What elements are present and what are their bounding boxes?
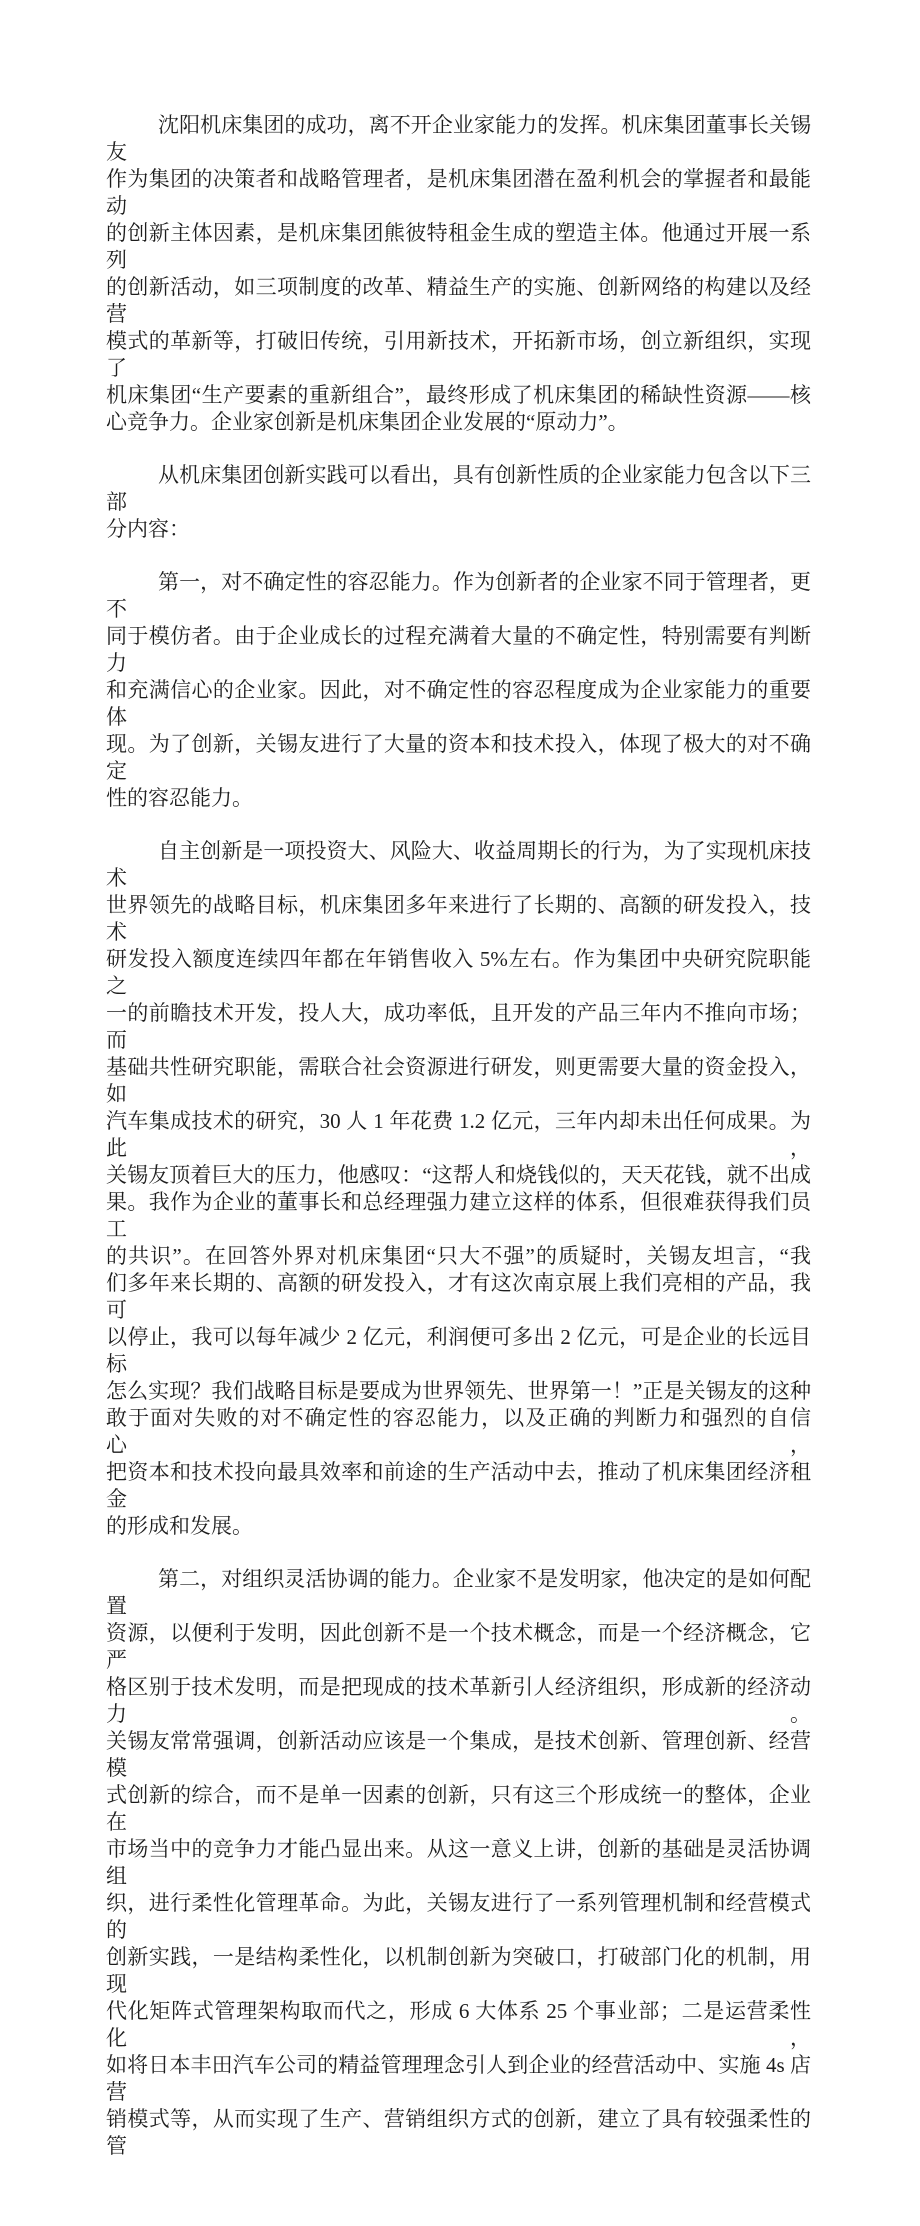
text-line: 自主创新是一项投资大、风险大、收益周期长的行为，为了实现机床技术	[106, 839, 811, 890]
text-line: 资源，以便利于发明，因此创新不是一个技术概念，而是一个经济概念，它严	[106, 1621, 811, 1672]
text-line: 同于模仿者。由于企业成长的过程充满着大量的不确定性，特别需要有判断力	[106, 624, 811, 675]
paragraph-3	[106, 569, 811, 812]
text-line: 从机床集团创新实践可以看出，具有创新性质的企业家能力包含以下三部	[106, 463, 811, 514]
text-line: 销模式等，从而实现了生产、营销组织方式的创新，建立了具有较强柔性的管	[106, 2107, 811, 2158]
text-line: 心竞争力。企业家创新是机床集团企业发展的“原动力”。	[106, 410, 629, 434]
text-line: 分内容：	[106, 517, 190, 541]
text-line: 把资本和技术投向最具效率和前途的生产活动中去，推动了机床集团经济租金	[106, 1460, 811, 1511]
text-line: 怎么实现？我们战略目标是要成为世界领先、世界第一！”正是关锡友的这种	[106, 1379, 811, 1403]
text-line: 汽车集成技术的研究，30 人 1 年花费 1.2 亿元，三年内却未出任何成果。为此，	[106, 1109, 811, 1160]
text-line: 代化矩阵式管理架构取而代之，形成 6 大体系 25 个事业部；二是运营柔性化，	[106, 1999, 811, 2050]
text-line: 第一，对不确定性的容忍能力。作为创新者的企业家不同于管理者，更不	[106, 570, 811, 621]
text-line: 基础共性研究职能，需联合社会资源进行研发，则更需要大量的资金投入，如	[106, 1055, 811, 1106]
text-line: 沈阳机床集团的成功，离不开企业家能力的发挥。机床集团董事长关锡友	[106, 113, 811, 164]
text-line: 的创新主体因素，是机床集团熊彼特租金生成的塑造主体。他通过开展一系列	[106, 221, 811, 272]
text-line: 和充满信心的企业家。因此，对不确定性的容忍程度成为企业家能力的重要体	[106, 678, 811, 729]
text-line: 创新实践，一是结构柔性化，以机制创新为突破口，打破部门化的机制，用现	[106, 1945, 811, 1996]
text-line: 现。为了创新，关锡友进行了大量的资本和技术投入，体现了极大的对不确定	[106, 732, 811, 783]
text-line: 式创新的综合，而不是单一因素的创新，只有这三个形成统一的整体，企业在	[106, 1783, 811, 1834]
paragraph-1	[106, 112, 811, 436]
text-line: 关锡友常常强调，创新活动应该是一个集成，是技术创新、管理创新、经营模	[106, 1729, 811, 1780]
text-line: 敢于面对失败的对不确定性的容忍能力，以及正确的判断力和强烈的自信心，	[106, 1406, 811, 1457]
text-line: 如将日本丰田汽车公司的精益管理理念引人到企业的经营活动中、实施 4s 店营	[106, 2053, 811, 2104]
text-line: 们多年来长期的、高额的研发投入，才有这次南京展上我们亮相的产品，我可	[106, 1271, 811, 1322]
text-line: 织，进行柔性化管理革命。为此，关锡友进行了一系列管理机制和经营模式的	[106, 1891, 811, 1942]
text-line: 一的前瞻技术开发，投人大，成功率低，且开发的产品三年内不推向市场；而	[106, 1001, 811, 1052]
text-line: 格区别于技术发明，而是把现成的技术革新引人经济组织，形成新的经济动力。	[106, 1675, 811, 1726]
text-line: 的形成和发展。	[106, 1514, 253, 1538]
paragraph-5	[106, 1566, 811, 2160]
paragraph-2	[106, 462, 811, 543]
text-line: 果。我作为企业的董事长和总经理强力建立这样的体系，但很难获得我们员工	[106, 1190, 811, 1241]
paragraph-4	[106, 838, 811, 1540]
text-line: 模式的革新等，打破旧传统，引用新技术，开拓新市场，创立新组织，实现了	[106, 329, 811, 380]
text-line: 以停止，我可以每年减少 2 亿元，利润便可多出 2 亿元，可是企业的长远目标	[106, 1325, 811, 1376]
text-line: 世界领先的战略目标，机床集团多年来进行了长期的、高额的研发投入，技术	[106, 893, 811, 944]
text-line: 的创新活动，如三项制度的改革、精益生产的实施、创新网络的构建以及经营	[106, 275, 811, 326]
document-body	[106, 112, 811, 2160]
text-line: 市场当中的竞争力才能凸显出来。从这一意义上讲，创新的基础是灵活协调组	[106, 1837, 811, 1888]
text-line: 关锡友顶着巨大的压力，他感叹：“这帮人和烧钱似的，天天花钱，就不出成	[106, 1163, 811, 1187]
text-line: 第二，对组织灵活协调的能力。企业家不是发明家，他决定的是如何配置	[106, 1567, 811, 1618]
text-line: 研发投入额度连续四年都在年销售收入 5%左右。作为集团中央研究院职能之	[106, 947, 811, 998]
text-line: 性的容忍能力。	[106, 786, 253, 810]
text-line: 机床集团“生产要素的重新组合”，最终形成了机床集团的稀缺性资源——核	[106, 383, 811, 407]
text-line: 作为集团的决策者和战略管理者，是机床集团潜在盈利机会的掌握者和最能动	[106, 167, 811, 218]
text-line: 的共识”。在回答外界对机床集团“只大不强”的质疑时，关锡友坦言，“我	[106, 1244, 811, 1268]
